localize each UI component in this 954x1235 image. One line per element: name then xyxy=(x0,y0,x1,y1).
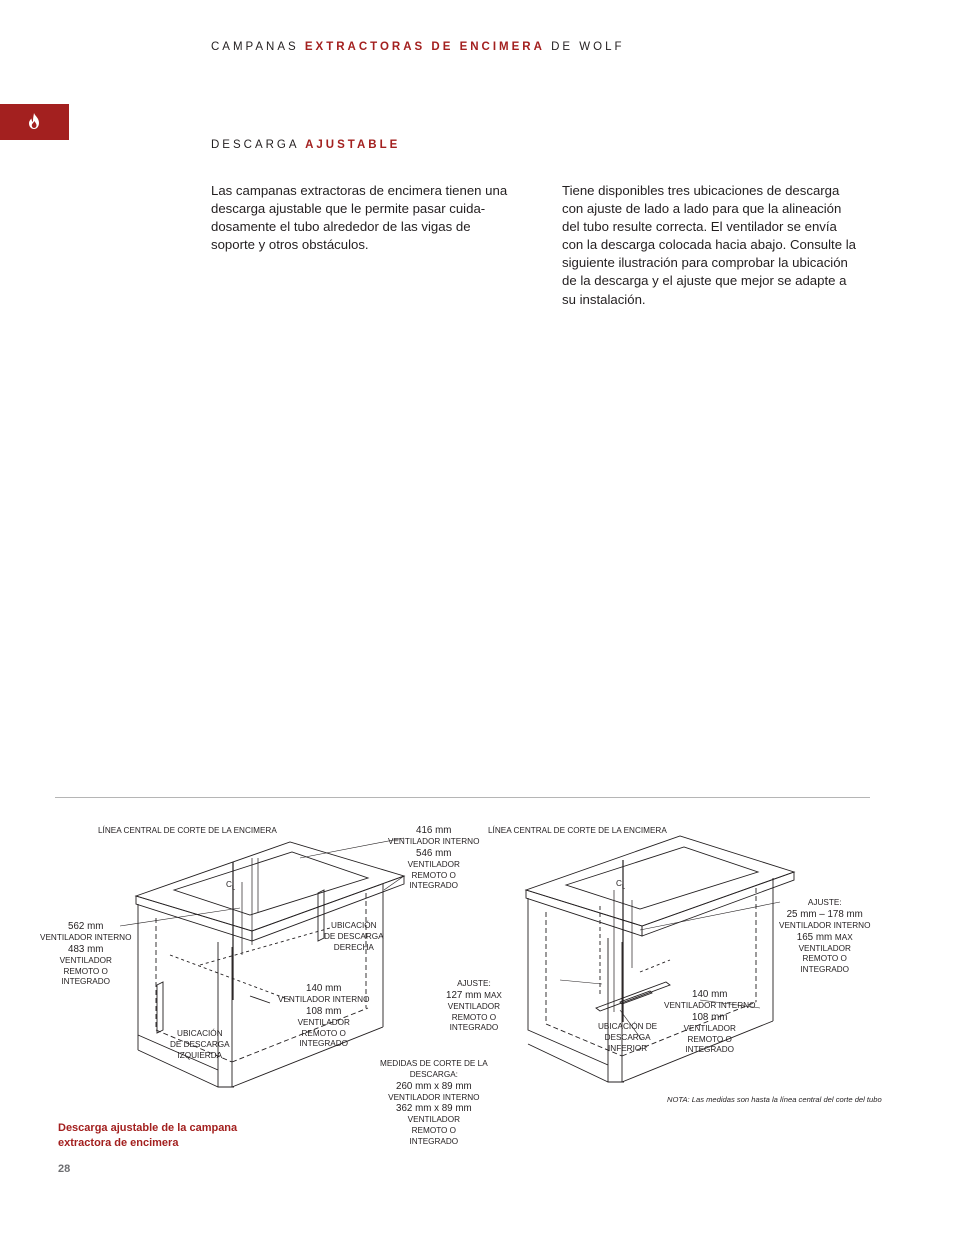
section-tab xyxy=(0,104,69,140)
centerline-mark-right: $C_L$ xyxy=(616,879,626,891)
header-pre: CAMPANAS xyxy=(211,41,305,53)
side-dimension-left: 562 mm VENTILADOR INTERNO 483 mm VENTILADOR REMOTO O INTEGRADO xyxy=(40,921,132,987)
bottom-outlet-label: UBICACIÓN DE DESCARGA INFERIOR xyxy=(598,1022,658,1053)
caption-line: Descarga ajustable de la campana xyxy=(58,1122,238,1134)
text-line: Las campanas extractoras de encimera tienen una xyxy=(211,183,508,198)
text-line: siguiente ilustración para comprobar la ubicación xyxy=(562,255,848,271)
figure-caption xyxy=(58,1121,237,1151)
intro-paragraph-right xyxy=(562,182,892,309)
header-post: DE WOLF xyxy=(544,41,625,53)
centerline-label-left: LÍNEA CENTRAL DE CORTE DE LA ENCIMERA xyxy=(98,826,277,835)
subhead-pre: DESCARGA xyxy=(211,139,306,151)
adjustment-left: AJUSTE: 127 mm MAX VENTILADOR REMOTO O INTEGRADO xyxy=(446,979,502,1033)
text-line: con la descarga colocada hacia abajo. Consulte la xyxy=(562,237,856,253)
bottom-dimension-right: 140 mm VENTILADOR INTERNO 108 mm VENTILADOR REMOTO O INTEGRADO xyxy=(664,989,756,1055)
caption-line: extractora de encimera xyxy=(58,1137,179,1149)
top-dimension-left: 416 mm VENTILADOR INTERNO 546 mm VENTILADOR REMOTO O INTEGRADO xyxy=(388,825,480,891)
centerline-mark-left: $C_L$ xyxy=(226,880,236,892)
text-line: soporte y otros obstáculos. xyxy=(211,237,369,253)
intro-paragraph-left xyxy=(211,182,541,254)
text-line: de la descarga y el ajuste que mejor se adapte a xyxy=(562,273,847,289)
divider xyxy=(55,797,870,798)
text-line: del tubo resulte correcta. El ventilador se envía xyxy=(562,219,837,235)
text-line: con ajuste de lado a lado para que la alineación xyxy=(562,201,842,217)
running-header xyxy=(211,41,625,53)
bottom-dimension-left: 140 mm VENTILADOR INTERNO 108 mm VENTILADOR REMOTO O INTEGRADO xyxy=(278,983,370,1049)
page-number: 28 xyxy=(58,1163,71,1175)
text-line: su instalación. xyxy=(562,291,646,307)
flame-icon xyxy=(28,113,40,129)
measurement-note: NOTA: Las medidas son hasta la línea central del corte del tubo xyxy=(667,1095,882,1104)
text-line: Tiene disponibles tres ubicaciones de descarga xyxy=(562,183,840,198)
adjustment-right: AJUSTE: 25 mm – 178 mm VENTILADOR INTERNO 165 mm MAX VENTILADOR REMOTO O INTEGRADO xyxy=(779,898,871,975)
right-outlet-label: UBICACIÓN DE DESCARGA DERECHA xyxy=(324,921,384,952)
left-outlet-label: UBICACIÓN DE DESCARGA IZQUIERDA xyxy=(170,1029,230,1060)
centerline-label-right: LÍNEA CENTRAL DE CORTE DE LA ENCIMERA xyxy=(488,826,667,835)
subhead-accent: AJUSTABLE xyxy=(305,139,401,151)
section-heading xyxy=(211,139,400,151)
cutout-measurements: MEDIDAS DE CORTE DE LA DESCARGA: 260 mm x 89 mm VENTILADOR INTERNO 362 mm x 89 mm VENTILADOR REMOTO O INTEGRADO xyxy=(380,1059,488,1146)
header-accent: EXTRACTORAS DE ENCIMERA xyxy=(304,41,545,53)
text-line: dosamente el tubo alrededor de las vigas de xyxy=(211,219,471,235)
text-line: descarga ajustable que le permite pasar cuida- xyxy=(211,201,486,217)
